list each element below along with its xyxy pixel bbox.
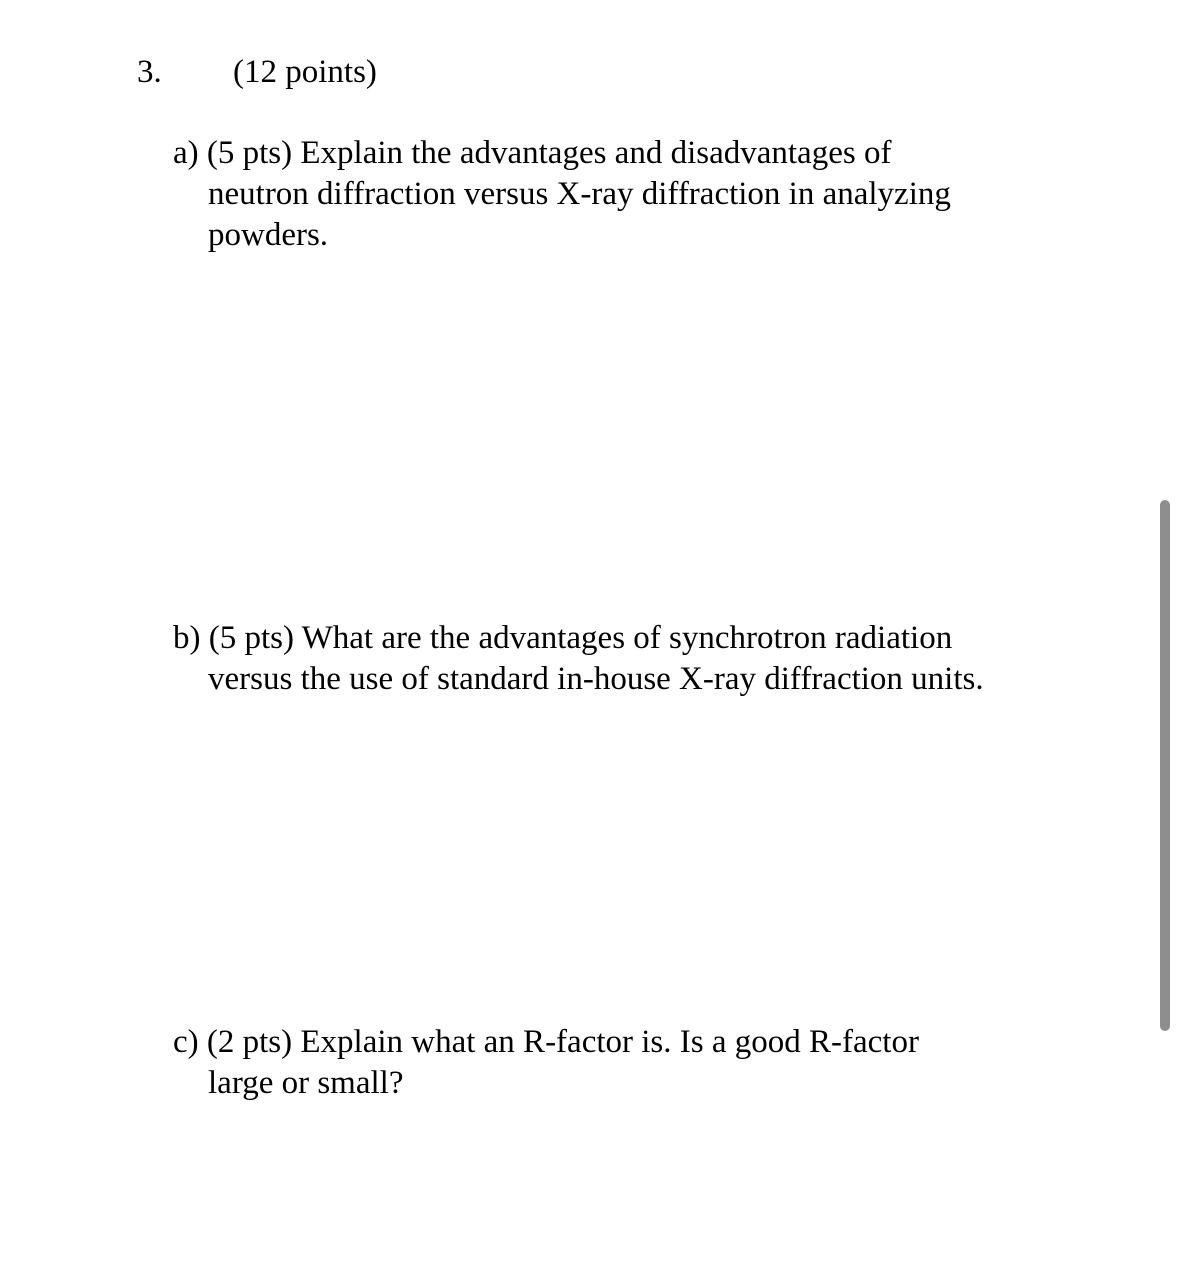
scrollbar-thumb[interactable]: [1160, 500, 1170, 1031]
question-part-b: [173, 618, 1073, 700]
question-part-a: [173, 133, 1073, 256]
part-b-line: versus the use of standard in-house X-ray diffraction units.: [208, 661, 984, 697]
part-a-line: powders.: [208, 217, 329, 253]
part-a-line: neutron diffraction versus X-ray diffraction in analyzing: [208, 176, 951, 212]
part-a-line: a) (5 pts) Explain the advantages and disadvantages of: [173, 135, 892, 171]
part-b-line: b) (5 pts) What are the advantages of synchrotron radiation: [173, 620, 953, 656]
question-points: (12 points): [233, 54, 377, 90]
part-c-line: c) (2 pts) Explain what an R-factor is. Is a good R-factor: [173, 1024, 919, 1060]
question-number: 3.: [137, 54, 162, 90]
question-part-c: [173, 1022, 1073, 1104]
part-c-line: large or small?: [208, 1065, 404, 1101]
